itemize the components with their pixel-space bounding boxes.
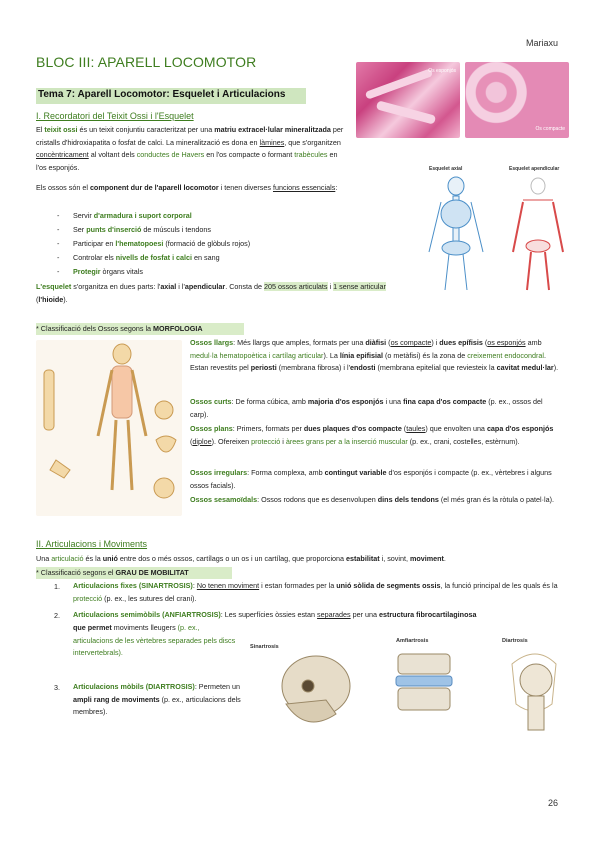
- document-title: BLOC III: APARELL LOCOMOTOR: [36, 54, 257, 70]
- irregular-bones-paragraph: Ossos irregulars: Forma complexa, amb contingut variable d'os esponjós i compacte (p. ex., vèrtebres i alguns ossos facials).: [190, 468, 552, 490]
- function-item: Ser punts d'inserció de músculs i tendons: [73, 225, 211, 234]
- section-2-paragraph-1: Una articulació és la unió entre dos o més ossos, cartílags o un os i un cartílag, que proporciona estabilitat i, sovint, moviment.: [36, 554, 446, 563]
- spongy-bone-label: Os esponjós: [428, 68, 456, 74]
- function-item: Participar en l'hematopoesi (formació de glòbuls rojos): [73, 239, 251, 248]
- spongy-bone-histology-image: [356, 62, 460, 138]
- section-1-paragraph-3: L'esquelet s'organitza en dues parts: l'axial i l'apendicular. Consta de 205 ossos articulats i 1 sense articular (l'hioide).: [36, 282, 386, 304]
- axial-skeleton-label: Esquelet axial: [429, 166, 463, 172]
- function-item: Controlar els nivells de fosfat i calci en sang: [73, 253, 220, 262]
- amphiarthrosis-label: Amfiartrosis: [396, 638, 429, 644]
- section-1-paragraph-2: Els ossos són el component dur de l'aparell locomotor i tenen diverses funcions essencials:: [36, 183, 338, 192]
- axial-skeleton-image: [413, 166, 499, 292]
- compact-bone-histology-image: [465, 62, 569, 138]
- morphology-label: * Classificació dels Ossos segons la MORFOLOGIA: [36, 324, 203, 333]
- mobility-label: * Classificació segons el GRAU DE MOBILITAT: [36, 568, 189, 577]
- author-name: Mariaxu: [525, 38, 558, 48]
- bone-types-image: [36, 340, 182, 516]
- appendicular-skeleton-image: [503, 166, 573, 292]
- compact-bone-label: Os compacte: [535, 126, 565, 132]
- section-2-title: II. Articulacions i Moviments: [36, 539, 148, 549]
- topic-heading: Tema 7: Aparell Locomotor: Esquelet i Articulacions: [38, 89, 286, 100]
- diarthrosis-label: Diartrosis: [502, 638, 528, 644]
- synarthrosis-label: Sinartrosis: [250, 644, 279, 650]
- flat-bones-paragraph: Ossos plans: Primers, formats per dues plaques d'os compacte (taules) que envolten una capa d'os esponjós (diploe). Ofereixen protecció i àrees grans per a la inserció muscular (p. ex., crani, costelles, estèrnum).: [190, 424, 554, 446]
- function-item: Servir d'armadura i suport corporal: [73, 211, 192, 220]
- function-item: Protegir òrgans vitals: [73, 267, 143, 276]
- page-number: 26: [547, 798, 558, 808]
- appendicular-skeleton-label: Esquelet apendicular: [509, 166, 560, 172]
- section-1-title: I. Recordatori del Teixit Ossi i l'Esquelet: [36, 111, 194, 121]
- long-bones-paragraph: Ossos llargs: Més llargs que amples, formats per una diàfisi (os compacte) i dues epífisis (os esponjós amb medul·la hematopoètica i cartílag articular). La línia epifisial (o metàfisi) és la zona de creixement endocondral. Estan revestits pel periosti (membrana fibrosa) i l'endosti (membrana epitelial que reviesteix la cavitat medul·lar).: [190, 338, 559, 373]
- sesamoid-bones-paragraph: Ossos sesamoïdals: Ossos rodons que es desenvolupen dins dels tendons (el més gran és la ròtula o patel·la).: [190, 495, 554, 504]
- short-bones-paragraph: Ossos curts: De forma cúbica, amb majoria d'os esponjós i una fina capa d'os compacte (p. ex., ossos del carp).: [190, 397, 543, 419]
- section-1-paragraph-1: El teixit ossi és un teixit conjuntiu caracteritzat per una matriu extracel·lular mineralitzada per cristalls d'hidroxiapatita o fosfat de calci. La mineralització es dona en làmines, que s'organitzen concèntricament al voltant dels conductes de Havers en l'os compacte o formant trabècules en l'os esponjós.: [36, 125, 344, 172]
- joint-types-image: [246, 634, 570, 734]
